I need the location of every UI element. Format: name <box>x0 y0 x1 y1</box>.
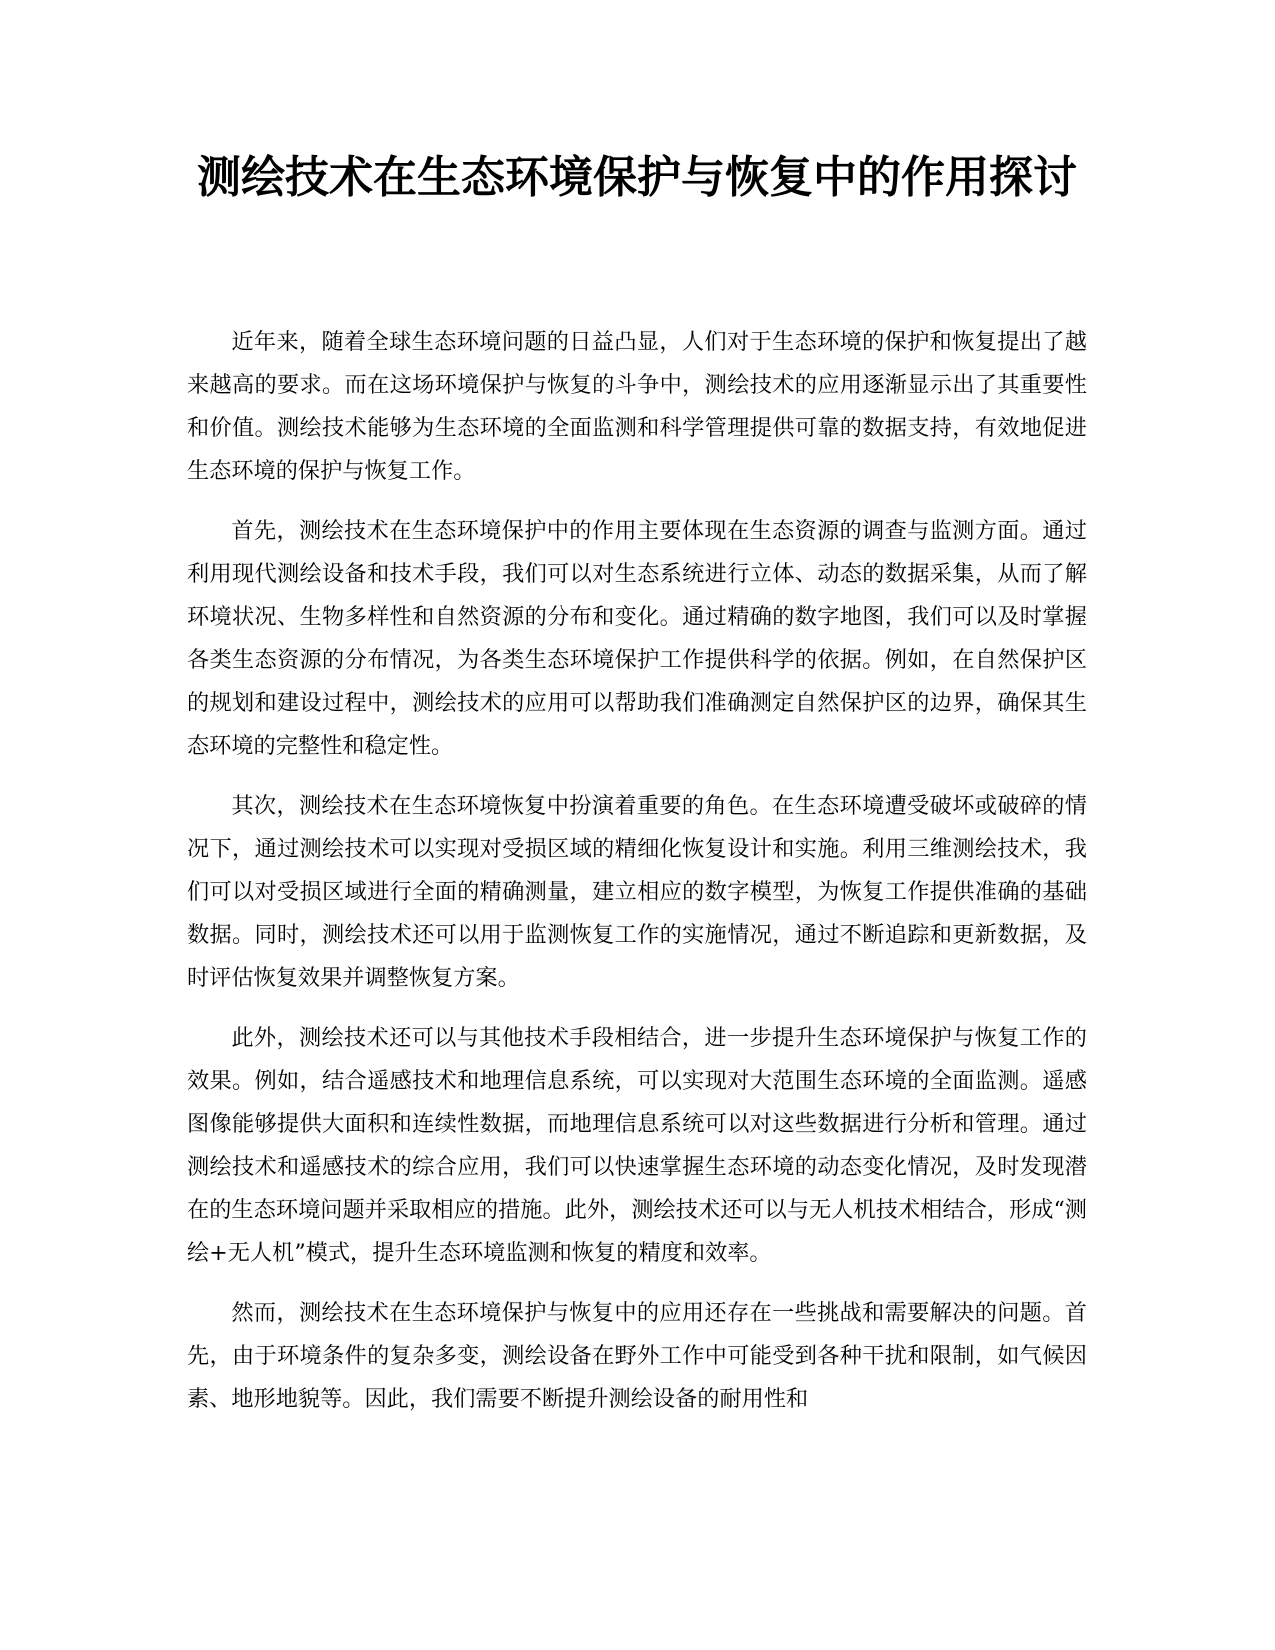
paragraph: 近年来，随着全球生态环境问题的日益凸显，人们对于生态环境的保护和恢复提出了越来越高的要求。而在这场环境保护与恢复的斗争中，测绘技术的应用逐渐显示出了其重要性和价值。测绘技术能够为生态环境的全面监测和科学管理提供可靠的数据支持，有效地促进生态环境的保护与恢复工作。 <box>187 329 1087 484</box>
document-title: 测绘技术在生态环境保护与恢复中的作用探讨 <box>197 152 1077 203</box>
paragraph: 首先，测绘技术在生态环境保护中的作用主要体现在生态资源的调查与监测方面。通过利用现代测绘设备和技术手段，我们可以对生态系统进行立体、动态的数据采集，从而了解环境状况、生物多样性和自然资源的分布和变化。通过精确的数字地图，我们可以及时掌握各类生态资源的分布情况，为各类生态环境保护工作提供科学的依据。例如，在自然保护区的规划和建设过程中，测绘技术的应用可以帮助我们准确测定自然保护区的边界，确保其生态环境的完整性和稳定性。 <box>187 518 1087 759</box>
paragraph: 然而，测绘技术在生态环境保护与恢复中的应用还存在一些挑战和需要解决的问题。首先，由于环境条件的复杂多变，测绘设备在野外工作中可能受到各种干扰和限制，如气候因素、地形地貌等。因此，我们需要不断提升测绘设备的耐用性和 <box>187 1300 1087 1412</box>
paragraph: 其次，测绘技术在生态环境恢复中扮演着重要的角色。在生态环境遭受破坏或破碎的情况下，通过测绘技术可以实现对受损区域的精细化恢复设计和实施。利用三维测绘技术，我们可以对受损区域进行全面的精确测量，建立相应的数字模型，为恢复工作提供准确的基础数据。同时，测绘技术还可以用于监测恢复工作的实施情况，通过不断追踪和更新数据，及时评估恢复效果并调整恢复方案。 <box>187 793 1087 991</box>
paragraph: 此外，测绘技术还可以与其他技术手段相结合，进一步提升生态环境保护与恢复工作的效果。例如，结合遥感技术和地理信息系统，可以实现对大范围生态环境的全面监测。遥感图像能够提供大面积和连续性数据，而地理信息系统可以对这些数据进行分析和管理。通过测绘技术和遥感技术的综合应用，我们可以快速掌握生态环境的动态变化情况，及时发现潜在的生态环境问题并采取相应的措施。此外，测绘技术还可以与无人机技术相结合，形成“测绘+无人机”模式，提升生态环境监测和恢复的精度和效率。 <box>187 1025 1087 1266</box>
document-body <box>187 321 1087 1438</box>
